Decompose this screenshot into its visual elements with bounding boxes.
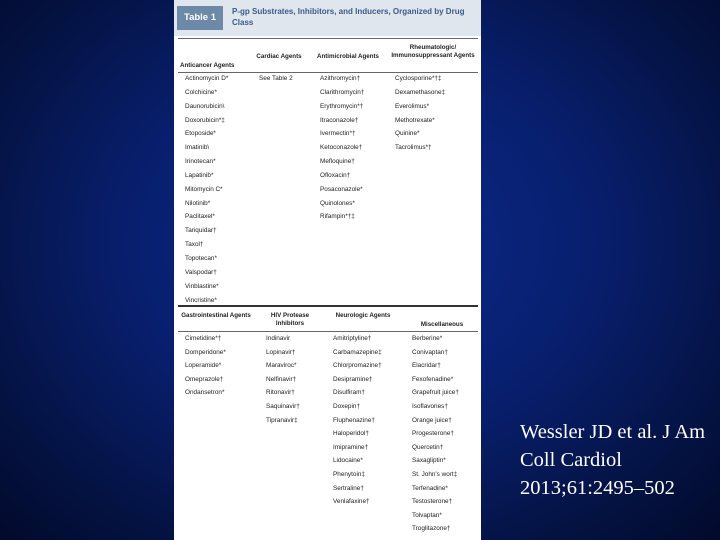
- table-cell: Valspodar†: [185, 268, 217, 276]
- section-divider: [178, 305, 478, 307]
- rule: [178, 38, 478, 39]
- table-cell: Irinotecan*: [185, 158, 216, 166]
- table-cell: Venlafaxine†: [333, 498, 370, 506]
- table-cell: Fexofenadine*: [412, 375, 454, 383]
- table-number: Table 1: [177, 6, 223, 30]
- table-cell: Sertraline†: [333, 484, 364, 492]
- col-head-hiv: HIV Protease Inhibitors: [270, 312, 310, 327]
- citation-text: Wessler JD et al. J Am Coll Cardiol 2013;61:2495–502: [520, 421, 706, 499]
- col-head-neurologic: Neurologic Agents: [335, 312, 391, 319]
- anticancer-column: [185, 72, 228, 307]
- table-cell: Itraconazole†: [320, 116, 359, 124]
- table-cell: Imipramine†: [333, 443, 369, 451]
- table-cell: Terfenadine*: [412, 484, 448, 492]
- table-cell: Clarithromycin†: [320, 88, 365, 96]
- table-cell: Ketoconazole†: [320, 144, 363, 152]
- table-cell: Mefloquine†: [320, 158, 355, 166]
- col-head-cardiac: Cardiac Agents: [256, 53, 302, 60]
- table-cell: Elacridar†: [412, 362, 441, 370]
- table-cell: Quinine*: [395, 130, 420, 138]
- table-cell: Ritonavir†: [266, 389, 295, 397]
- table-cell: Topotecan*: [185, 254, 217, 262]
- table-cell: Methotrexate*: [395, 116, 435, 124]
- table-cell: Nilotinib*: [185, 199, 211, 207]
- miscellaneous-column: [412, 332, 459, 536]
- table-cell: Doxorubicin*‡: [185, 116, 225, 124]
- table-cell: Tipranavir‡: [266, 416, 298, 424]
- table-cell: Ofloxacin†: [320, 171, 351, 179]
- table-cell: Loperamide*: [185, 362, 222, 370]
- table-cell: Colchicine*: [185, 88, 217, 96]
- table-cell: Tacrolimus*†: [395, 144, 432, 152]
- table-title: P-gp Substrates, Inhibitors, and Inducers, Organized by Drug Class: [232, 7, 465, 27]
- table-cell: Indinavir: [266, 335, 291, 342]
- table-cell: Ondansetron*: [185, 389, 225, 397]
- table-header: [174, 0, 481, 36]
- table-cell: Berberine*: [412, 335, 443, 342]
- table-cell: Saquinavir†: [266, 402, 300, 410]
- table-cell: Vincristine*: [185, 296, 217, 304]
- table-cell: Paclitaxel*: [185, 213, 215, 221]
- table-cell: See Table 2: [259, 75, 293, 82]
- table-cell: Rifampin*†‡: [320, 213, 355, 221]
- table-cell: Desipramine†: [333, 375, 373, 383]
- table-cell: St. John's wort‡: [412, 470, 458, 478]
- table-cell: Posaconazole*: [320, 185, 363, 193]
- col-head-rheumatologic: Rheumatologic/ Immunosuppressant Agents: [391, 44, 475, 59]
- table-cell: Omeprazole†: [185, 375, 224, 383]
- table-cell: Maraviroc*: [266, 362, 297, 370]
- table-cell: Grapefruit juice†: [412, 389, 459, 397]
- table-cell: Cimetidine*†: [185, 335, 222, 342]
- table-cell: Conivaptan†: [412, 348, 448, 356]
- table-cell: Phenytoin‡: [333, 470, 365, 478]
- table-cell: Disulfiram†: [333, 389, 365, 397]
- table-cell: Actinomycin D*: [185, 75, 229, 82]
- table-cell: Vinblastine*: [185, 282, 219, 290]
- table-cell: Lapatinib*: [185, 171, 214, 179]
- table-cell: Cyclosporine*†‡: [395, 75, 442, 82]
- table-cell: Azithromycin†: [320, 75, 361, 82]
- table-cell: Taxol†: [185, 241, 204, 249]
- table-cell: Daunorubicin\: [185, 102, 225, 110]
- col-head-miscellaneous: Miscellaneous: [420, 321, 464, 328]
- table-cell: Erythromycin*†: [320, 102, 364, 110]
- cardiac-column: [259, 72, 293, 86]
- table-cell: Dexamethasone‡: [395, 88, 446, 96]
- table-cell: Fluphenazine†: [333, 416, 375, 424]
- table-cell: Tolvaptan*: [412, 511, 442, 519]
- gastrointestinal-column: [185, 332, 226, 400]
- table-cell: Quinolones*: [320, 199, 355, 207]
- table-cell: Haloperidol†: [333, 430, 369, 438]
- table-cell: Isoflavones†: [412, 402, 448, 410]
- table-cell: Amitriptyline†: [333, 335, 372, 342]
- table-cell: Progesterone†: [412, 430, 454, 438]
- table-cell: Quercetin†: [412, 443, 444, 451]
- table-cell: Everolimus*: [395, 102, 430, 110]
- table-cell: Mitomycin C*: [185, 185, 223, 193]
- table-cell: Carbamazepine‡: [333, 348, 382, 356]
- table-cell: Domperidone*: [185, 348, 226, 356]
- table-cell: Saxagliptin*: [412, 457, 446, 465]
- hiv-column: [266, 332, 300, 427]
- table-image: [174, 0, 481, 540]
- antimicrobial-column: [320, 72, 364, 224]
- table-cell: Orange juice†: [412, 416, 452, 424]
- col-head-anticancer: Anticancer Agents: [180, 62, 235, 69]
- table-cell: Etoposide*: [185, 130, 216, 138]
- table-cell: Ivermectin*†: [320, 130, 356, 138]
- neurologic-column: [333, 332, 382, 509]
- table-cell: Doxepin†: [333, 402, 361, 410]
- table-cell: Lopinavir†: [266, 348, 296, 356]
- table-cell: Lidocaine*: [333, 457, 363, 465]
- col-head-gastrointestinal: Gastrointestinal Agents: [181, 312, 251, 319]
- table-cell: Chlorpromazine†: [333, 362, 382, 370]
- table-cell: Troglitazone†: [412, 525, 451, 533]
- table-cell: Testosterone†: [412, 498, 453, 506]
- table-cell: Nelfinavir†: [266, 375, 297, 383]
- table-cell: Tariquidar†: [185, 227, 217, 235]
- col-head-antimicrobial: Antimicrobial Agents: [317, 53, 379, 60]
- rheumatologic-column: [395, 72, 445, 155]
- table-cell: Imatinib\: [185, 144, 210, 152]
